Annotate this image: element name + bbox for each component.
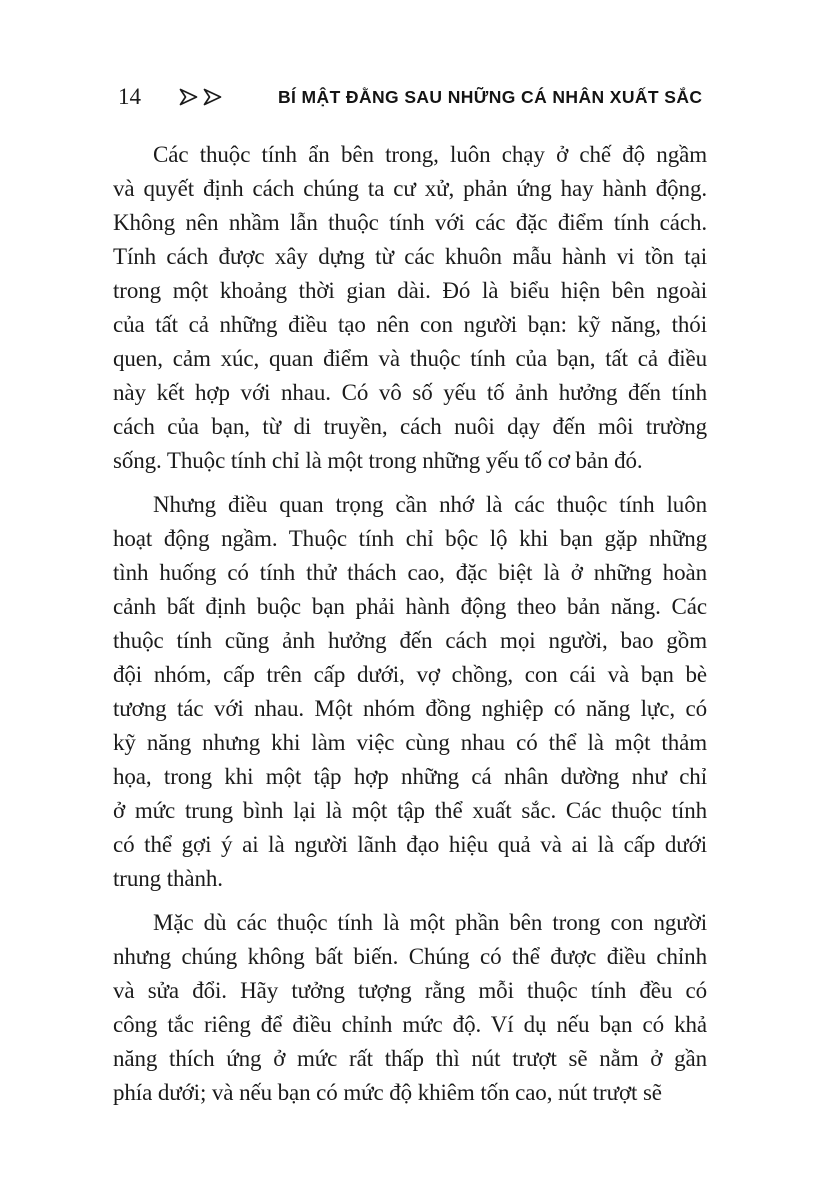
text-line: của tất cả những điều tạo nên con người bạn: kỹ năng, thói xyxy=(113,312,707,337)
text-line: Mặc dù các thuộc tính là một phần bên trong con người xyxy=(153,910,707,935)
text-line: phía dưới; và nếu bạn có mức độ khiêm tốn cao, nút trượt sẽ xyxy=(113,1080,662,1105)
text-line: hoạt động ngầm. Thuộc tính chỉ bộc lộ khi bạn gặp những xyxy=(113,526,707,551)
text-line: công tắc riêng để điều chỉnh mức độ. Ví dụ nếu bạn có khả xyxy=(113,1012,707,1037)
running-title: BÍ MẬT ĐẰNG SAU NHỮNG CÁ NHÂN XUẤT SẮC xyxy=(278,86,703,107)
text-line: năng thích ứng ở mức rất thấp thì nút trượt sẽ nằm ở gần xyxy=(113,1046,707,1071)
text-line: Các thuộc tính ẩn bên trong, luôn chạy ở chế độ ngầm xyxy=(153,142,707,167)
text-line: cách của bạn, từ di truyền, cách nuôi dạy đến môi trường xyxy=(113,414,707,439)
text-line: và quyết định cách chúng ta cư xử, phản ứng hay hành động. xyxy=(113,176,707,201)
right-arrow-icon xyxy=(203,88,222,106)
text-line: ở mức trung bình lại là một tập thể xuất sắc. Các thuộc tính xyxy=(113,798,707,823)
double-right-arrow-icon xyxy=(179,88,222,106)
text-line: thuộc tính cũng ảnh hưởng đến cách mọi người, bao gồm xyxy=(113,628,707,653)
text-line: cảnh bất định buộc bạn phải hành động theo bản năng. Các xyxy=(113,594,707,619)
paragraph xyxy=(113,138,707,478)
text-line: tình huống có tính thử thách cao, đặc biệt là ở những hoàn xyxy=(113,560,707,585)
text-line: Không nên nhầm lẫn thuộc tính với các đặc điểm tính cách. xyxy=(113,210,707,235)
page-header xyxy=(113,82,707,112)
text-line: tương tác với nhau. Một nhóm đồng nghiệp có năng lực, có xyxy=(113,696,707,721)
text-line: đội nhóm, cấp trên cấp dưới, vợ chồng, con cái và bạn bè xyxy=(113,662,707,687)
text-line: nhưng chúng không bất biến. Chúng có thể được điều chỉnh xyxy=(113,944,707,969)
text-line: trung thành. xyxy=(113,866,223,891)
text-line: kỹ năng nhưng khi làm việc cùng nhau có thể là một thảm xyxy=(113,730,707,755)
paragraph xyxy=(113,906,707,1110)
text-line: này kết hợp với nhau. Có vô số yếu tố ảnh hưởng đến tính xyxy=(113,380,707,405)
paragraph xyxy=(113,488,707,896)
text-line: trong một khoảng thời gian dài. Đó là biểu hiện bên ngoài xyxy=(113,278,707,303)
right-arrow-icon xyxy=(179,88,198,106)
text-line: có thể gợi ý ai là người lãnh đạo hiệu quả và ai là cấp dưới xyxy=(113,832,707,857)
page-body xyxy=(113,138,707,1110)
text-line: Tính cách được xây dựng từ các khuôn mẫu hành vi tồn tại xyxy=(113,244,707,269)
text-line: và sửa đổi. Hãy tưởng tượng rằng mỗi thuộc tính đều có xyxy=(113,978,707,1003)
text-line: Nhưng điều quan trọng cần nhớ là các thuộc tính luôn xyxy=(153,492,707,517)
page-number: 14 xyxy=(118,84,141,109)
text-line: họa, trong khi một tập hợp những cá nhân dường như chỉ xyxy=(113,764,707,789)
text-line: quen, cảm xúc, quan điểm và thuộc tính của bạn, tất cả điều xyxy=(113,346,707,371)
text-line: sống. Thuộc tính chỉ là một trong những yếu tố cơ bản đó. xyxy=(113,448,643,473)
